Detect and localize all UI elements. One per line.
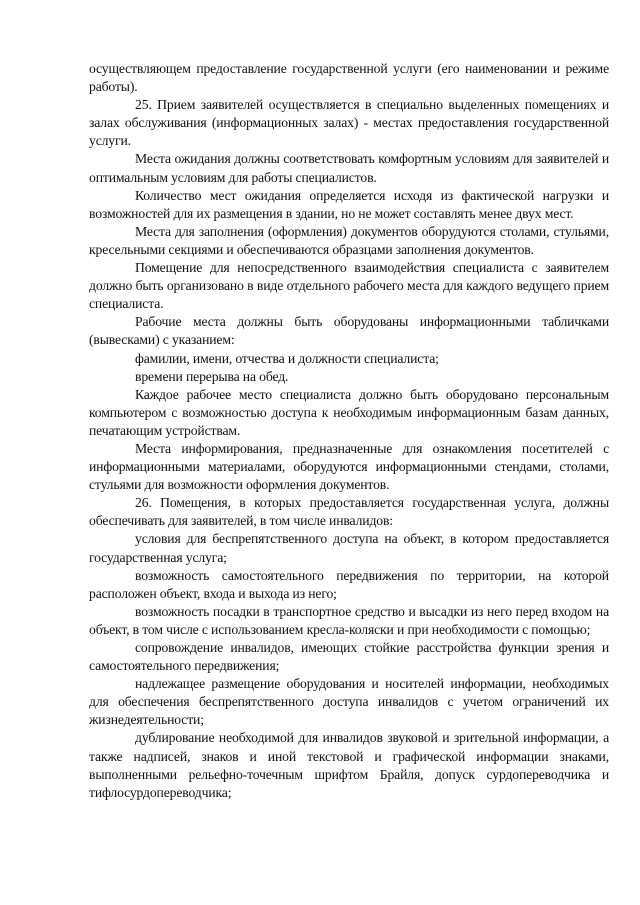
paragraph-workplace-signs: Рабочие места должны быть оборудованы информационными табличками (вывесками) с указанием:: [89, 314, 609, 348]
paragraph-information-places: Места информирования, предназначенные для ознакомления посетителей с информационными материалами, оборудуются информационными стендами, столами, стульями для возможности оформления документов.: [89, 440, 609, 493]
paragraph-form-filling-places: Места для заполнения (оформления) документов оборудуются столами, стульями, кресельными секциями и обеспечиваются образцами заполнения документов.: [89, 223, 609, 257]
paragraph-workplace-computer: Каждое рабочее место специалиста должно быть оборудовано персональным компьютером с возможностью доступа к необходимым информационным базам данных, печатающим устройствам.: [89, 386, 609, 438]
list-item-specialist-name: фамилии, имени, отчества и должности специалиста;: [135, 350, 439, 366]
list-item-free-access: условия для беспрепятственного доступа на объект, в котором предоставляется государственная услуга;: [89, 531, 609, 565]
list-item-information-duplication: дублирование необходимой для инвалидов звуковой и зрительной информации, а также надписей, знаков и иной текстовой и графической информации знаками, выполненными рельефно-точечным шрифтом Брайля, допуск сурдопереводчика и тифлосурдопереводчика;: [89, 730, 609, 800]
paragraph-service-location-continued: осуществляющем предоставление государственной услуги (его наименовании и режиме работы).: [89, 61, 609, 95]
paragraph-waiting-seat-count: Количество мест ожидания определяется исходя из фактической нагрузки и возможностей для их размещения в здании, но не может составлять менее двух мест.: [89, 187, 609, 221]
list-item-independent-movement: возможность самостоятельного передвижения по территории, на которой расположен объект, входа и выхода из него;: [89, 567, 609, 601]
list-item-vehicle-boarding: возможность посадки в транспортное средство и высадки из него перед входом на объект, в том числе с использованием кресла-коляски и при необходимости с помощью;: [89, 603, 609, 637]
document-page: [89, 60, 609, 802]
list-item-escort: сопровождение инвалидов, имеющих стойкие расстройства функции зрения и самостоятельного передвижения;: [89, 640, 609, 674]
paragraph-25-reception-premises: 25. Прием заявителей осуществляется в специально выделенных помещениях и залах обслуживания (информационных залах) - местах предоставления государственной услуги.: [89, 97, 609, 149]
paragraph-interaction-room: Помещение для непосредственного взаимодействия специалиста с заявителем должно быть организовано в виде отдельного рабочего места для каждого ведущего прием специалиста.: [89, 260, 609, 312]
list-item-lunch-break: времени перерыва на обед.: [135, 368, 289, 384]
paragraph-26-accessibility: 26. Помещения, в которых предоставляется государственная услуга, должны обеспечивать для заявителей, в том числе инвалидов:: [89, 495, 609, 529]
list-item-equipment-placement: надлежащее размещение оборудования и носителей информации, необходимых для обеспечения беспрепятственного доступа инвалидов с учетом ограничений их жизнедеятельности;: [89, 676, 609, 728]
paragraph-waiting-area-comfort: Места ожидания должны соответствовать комфортным условиям для заявителей и оптимальным условиям для работы специалистов.: [89, 151, 609, 185]
